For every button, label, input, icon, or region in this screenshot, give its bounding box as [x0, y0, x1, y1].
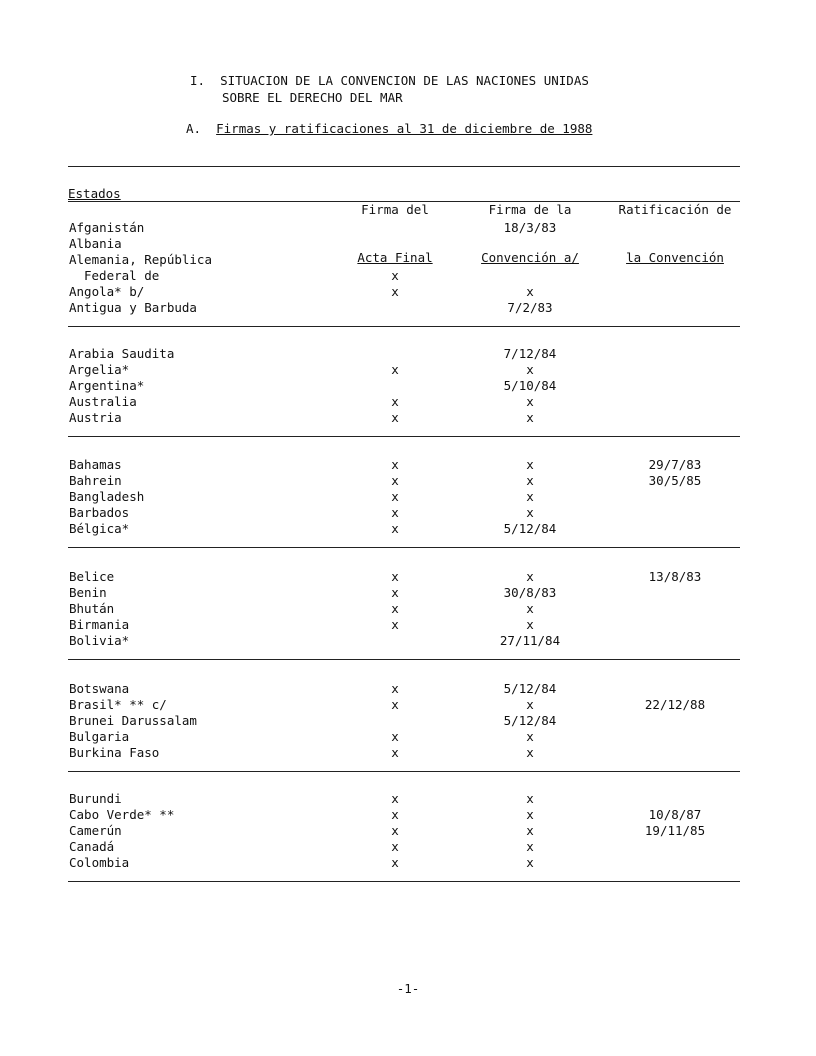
firma-convencion-cell: x: [526, 855, 534, 870]
table-row: [0, 268, 816, 284]
group-separator: [68, 659, 740, 660]
firma-convencion-cell: x: [526, 617, 534, 632]
state-name: Botswana: [69, 681, 130, 696]
firma-convencion-cell: x: [526, 362, 534, 377]
firma-convencion-cell: x: [526, 394, 534, 409]
firma-convencion-cell: x: [526, 729, 534, 744]
column-header-firma-conv-line2: Convención a/: [481, 250, 579, 265]
column-header-estados: Estados: [68, 186, 121, 201]
state-name: Argentina*: [69, 378, 145, 393]
state-name: Camerún: [69, 823, 122, 838]
state-name: Barbados: [69, 505, 130, 520]
table-row: [0, 521, 816, 537]
firma-acta-cell: x: [391, 362, 399, 377]
subsection-title: [186, 121, 592, 137]
firma-acta-cell: x: [391, 855, 399, 870]
firma-acta-cell: x: [391, 410, 399, 425]
firma-acta-cell: x: [391, 268, 399, 283]
page-number: -1-: [396, 981, 420, 996]
table-row: [0, 729, 816, 745]
group-separator: [68, 881, 740, 882]
table-row: [0, 745, 816, 761]
table-row: [0, 569, 816, 585]
firma-acta-cell: x: [391, 585, 399, 600]
firma-acta-cell: x: [391, 284, 399, 299]
firma-acta-cell: x: [391, 521, 399, 536]
firma-convencion-cell: x: [526, 745, 534, 760]
ratificacion-cell: 30/5/85: [648, 473, 702, 488]
firma-convencion-cell: 5/12/84: [503, 681, 557, 696]
firma-acta-cell: x: [391, 839, 399, 854]
state-name: Bulgaria: [69, 729, 130, 744]
state-name: Benin: [69, 585, 107, 600]
state-name: Bangladesh: [69, 489, 145, 504]
firma-acta-cell: x: [391, 729, 399, 744]
table-row: [0, 346, 816, 362]
state-name: Albania: [69, 236, 122, 251]
table-row: [0, 252, 816, 268]
firma-acta-cell: x: [391, 601, 399, 616]
table-row: [0, 617, 816, 633]
firma-convencion-cell: x: [526, 473, 534, 488]
firma-acta-cell: x: [391, 489, 399, 504]
firma-convencion-cell: x: [526, 791, 534, 806]
table-row: [0, 457, 816, 473]
firma-acta-cell: x: [391, 791, 399, 806]
table-row: [0, 220, 816, 236]
column-header-ratif-line1: Ratificación de: [618, 202, 732, 217]
state-name: Bélgica*: [69, 521, 130, 536]
section-title-line2: SOBRE EL DERECHO DEL MAR: [222, 90, 403, 105]
table-row: [0, 489, 816, 505]
table-row: [0, 362, 816, 378]
state-name: Brasil* ** c/: [69, 697, 167, 712]
firma-convencion-cell: 30/8/83: [503, 585, 557, 600]
state-name: Birmania: [69, 617, 130, 632]
firma-convencion-cell: 27/11/84: [499, 633, 561, 648]
state-name: Federal de: [84, 268, 160, 283]
firma-convencion-cell: 7/12/84: [503, 346, 557, 361]
firma-convencion-cell: 7/2/83: [507, 300, 553, 315]
column-header-firma-acta-line2: Acta Final: [357, 250, 433, 265]
state-name: Brunei Darussalam: [69, 713, 197, 728]
group-separator: [68, 547, 740, 548]
firma-convencion-cell: x: [526, 457, 534, 472]
firma-acta-cell: x: [391, 394, 399, 409]
table-row: [0, 585, 816, 601]
ratificacion-cell: 13/8/83: [648, 569, 702, 584]
state-name: Afganistán: [69, 220, 145, 235]
table-row: [0, 807, 816, 823]
subsection-title-text: Firmas y ratificaciones al 31 de diciembre de 1988: [216, 121, 593, 136]
firma-convencion-cell: 18/3/83: [503, 220, 557, 235]
group-separator: [68, 436, 740, 437]
table-row: [0, 633, 816, 649]
state-name: Canadá: [69, 839, 115, 854]
firma-acta-cell: x: [391, 473, 399, 488]
firma-convencion-cell: x: [526, 489, 534, 504]
state-name: Burundi: [69, 791, 122, 806]
firma-acta-cell: x: [391, 823, 399, 838]
table-row: [0, 823, 816, 839]
firma-acta-cell: x: [391, 457, 399, 472]
firma-convencion-cell: 5/12/84: [503, 713, 557, 728]
ratificacion-cell: 29/7/83: [648, 457, 702, 472]
state-name: Angola* b/: [69, 284, 145, 299]
table-row: [0, 713, 816, 729]
state-name: Arabia Saudita: [69, 346, 175, 361]
table-row: [0, 791, 816, 807]
subsection-label: A.: [186, 121, 202, 136]
table-row: [0, 236, 816, 252]
state-name: Belice: [69, 569, 115, 584]
column-header-firma-acta-line1: Firma del: [361, 202, 429, 217]
table-row: [0, 839, 816, 855]
state-name: Bhután: [69, 601, 115, 616]
state-name: Cabo Verde* **: [69, 807, 175, 822]
firma-convencion-cell: x: [526, 569, 534, 584]
ratificacion-cell: 22/12/88: [644, 697, 706, 712]
table-row: [0, 697, 816, 713]
firma-convencion-cell: 5/12/84: [503, 521, 557, 536]
state-name: Antigua y Barbuda: [69, 300, 197, 315]
group-separator: [68, 771, 740, 772]
firma-acta-cell: x: [391, 681, 399, 696]
section-title-line1: SITUACION DE LA CONVENCION DE LAS NACIONES UNIDAS: [220, 73, 589, 88]
firma-convencion-cell: 5/10/84: [503, 378, 557, 393]
firma-acta-cell: x: [391, 569, 399, 584]
table-row: [0, 394, 816, 410]
table-row: [0, 681, 816, 697]
firma-convencion-cell: x: [526, 697, 534, 712]
table-row: [0, 410, 816, 426]
table-row: [0, 284, 816, 300]
state-name: Bahamas: [69, 457, 122, 472]
header-bottom-rule: [68, 201, 740, 202]
state-name: Austria: [69, 410, 122, 425]
firma-acta-cell: x: [391, 745, 399, 760]
table-row: [0, 505, 816, 521]
ratificacion-cell: 10/8/87: [648, 807, 702, 822]
state-name: Bolivia*: [69, 633, 130, 648]
firma-convencion-cell: x: [526, 823, 534, 838]
firma-acta-cell: x: [391, 697, 399, 712]
state-name: Australia: [69, 394, 137, 409]
table-row: [0, 601, 816, 617]
column-header-firma-conv-line1: Firma de la: [488, 202, 572, 217]
table-top-rule: [68, 166, 740, 167]
table-row: [0, 378, 816, 394]
firma-acta-cell: x: [391, 505, 399, 520]
group-separator: [68, 326, 740, 327]
table-row: [0, 855, 816, 871]
table-row: [0, 300, 816, 316]
firma-convencion-cell: x: [526, 807, 534, 822]
ratificacion-cell: 19/11/85: [644, 823, 706, 838]
firma-convencion-cell: x: [526, 839, 534, 854]
state-name: Alemania, República: [69, 252, 212, 267]
column-header-ratif-line2: la Convención: [626, 250, 724, 265]
state-name: Burkina Faso: [69, 745, 160, 760]
firma-acta-cell: x: [391, 807, 399, 822]
state-name: Argelia*: [69, 362, 130, 377]
firma-acta-cell: x: [391, 617, 399, 632]
firma-convencion-cell: x: [526, 505, 534, 520]
state-name: Colombia: [69, 855, 130, 870]
section-number: I.: [190, 73, 206, 88]
state-name: Bahrein: [69, 473, 122, 488]
table-row: [0, 473, 816, 489]
firma-convencion-cell: x: [526, 601, 534, 616]
firma-convencion-cell: x: [526, 410, 534, 425]
firma-convencion-cell: x: [526, 284, 534, 299]
